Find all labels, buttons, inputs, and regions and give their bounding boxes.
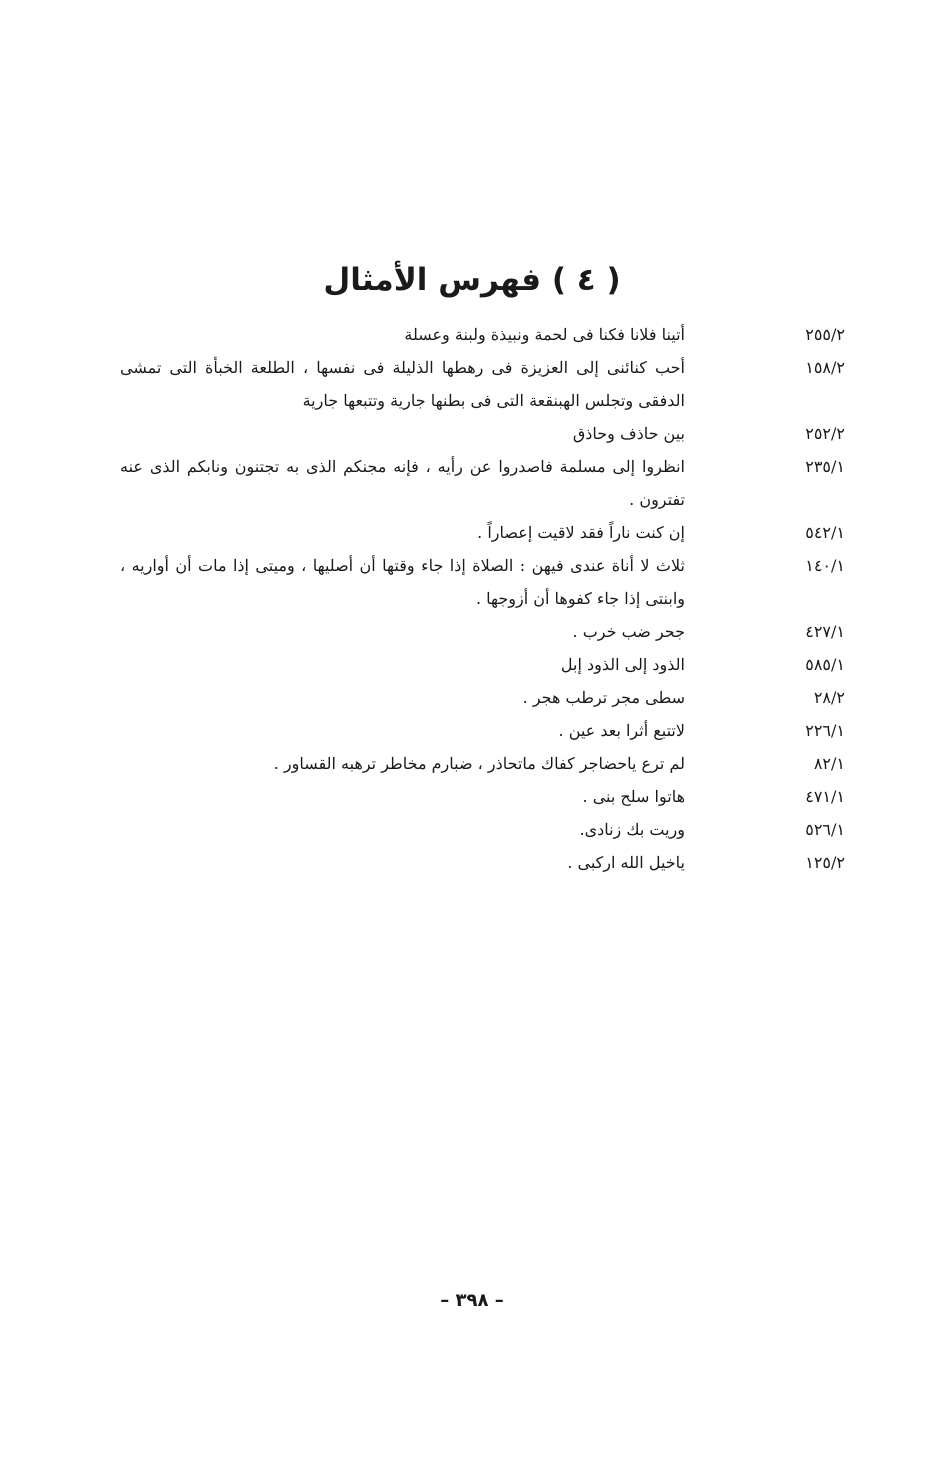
entry-text: لاتتبع أثرا بعد عين . [558, 721, 685, 740]
entry-reference: ١٢٥/٢ [805, 853, 845, 872]
entry-reference: ٢٥٥/٢ [805, 325, 845, 344]
index-entry [120, 813, 845, 846]
entry-reference: ٥٤٢/١ [805, 523, 845, 542]
page-number: – ٣٩٨ – [440, 1290, 504, 1311]
index-entry [120, 318, 845, 351]
index-entry [120, 747, 845, 780]
entry-reference: ٨٢/١ [813, 754, 845, 773]
index-entry [120, 417, 845, 450]
entry-text: ثلاث لا أناة عندى فيهن : الصلاة إذا جاء وقتها أن أصليها ، وميتى إذا مات أن أواريه ، وابنتى إذا جاء كفوها أن أزوجها . [120, 556, 685, 608]
entry-text: أحب كنائنى إلى العزيزة فى رهطها الذليلة فى نفسها ، الطلعة الخبأة التى تمشى الدفقى وتجلس الهبنقعة التى فى بطنها جارية وتتبعها جارية [120, 358, 685, 410]
entry-reference: ١٥٨/٢ [805, 358, 845, 377]
entry-reference: ٢٥٢/٢ [805, 424, 845, 443]
index-entry [120, 846, 845, 879]
index-entry [120, 780, 845, 813]
entry-text: جحر ضب خرب . [572, 622, 685, 641]
index-entry [120, 681, 845, 714]
page-title: ( ٤ ) فهرس الأمثال [323, 262, 621, 298]
index-entry [120, 714, 845, 747]
entry-text: سطى مجر ترطب هجر . [522, 688, 685, 707]
entry-reference: ٤٧١/١ [805, 787, 845, 806]
index-entry [120, 450, 845, 516]
proverbs-index [120, 318, 845, 879]
index-entry [120, 516, 845, 549]
entry-text: وريت بك زنادى. [579, 820, 685, 839]
entry-text: ياخيل الله اركبى . [567, 853, 685, 872]
entry-reference: ٢٨/٢ [813, 688, 845, 707]
entry-reference: ٢٢٦/١ [805, 721, 845, 740]
index-entry [120, 648, 845, 681]
index-entry [120, 549, 845, 615]
entry-reference: ١٤٠/١ [805, 556, 845, 575]
entry-reference: ٥٢٦/١ [805, 820, 845, 839]
entry-text: الذود إلى الذود إبل [560, 655, 685, 674]
index-entry [120, 351, 845, 417]
index-entry [120, 615, 845, 648]
entry-text: بين حاذف وحاذق [572, 424, 685, 443]
entry-text: إن كنت ناراً فقد لاقيت إعصاراً . [477, 523, 685, 542]
entry-reference: ٥٨٥/١ [805, 655, 845, 674]
entry-reference: ٤٢٧/١ [805, 622, 845, 641]
entry-text: هاتوا سلح بنى . [582, 787, 685, 806]
entry-text: انظروا إلى مسلمة فاصدروا عن رأيه ، فإنه مجنكم الذى به تجتنون ونابكم الذى عنه تفترون . [120, 457, 685, 509]
entry-reference: ٢٣٥/١ [805, 457, 845, 476]
entry-text: لم ترع ياحضاجر كفاك ماتحاذر ، ضبارم مخاطر ترهبه القساور . [273, 754, 685, 773]
entry-text: أتينا فلانا فكنا فى لحمة ونبيذة ولبنة وعسلة [404, 325, 685, 344]
